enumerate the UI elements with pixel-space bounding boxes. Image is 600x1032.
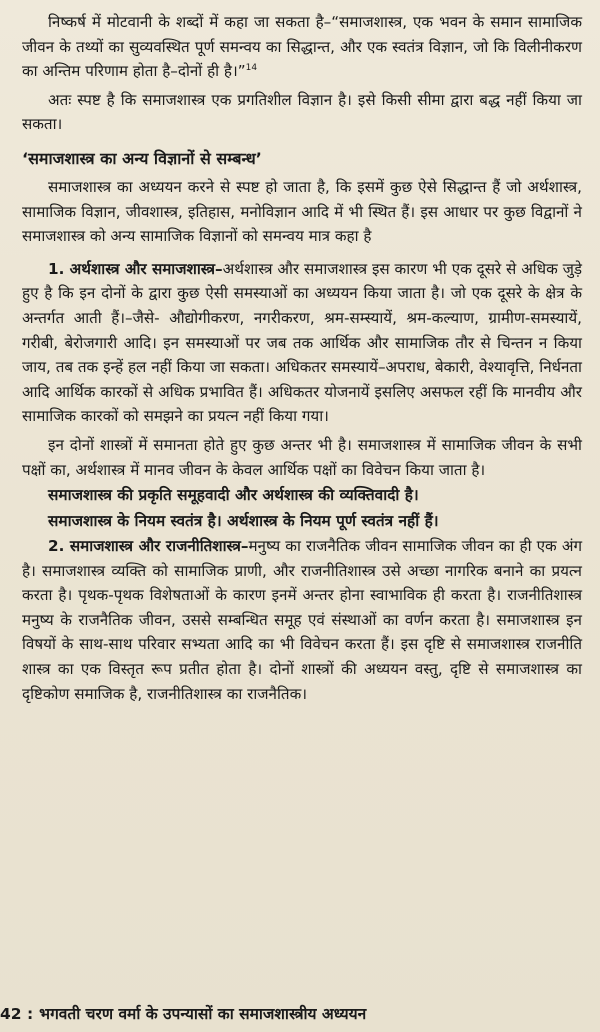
paragraph-relation-intro: समाजशास्त्र का अध्ययन करने से स्पष्ट हो जाता है, कि इसमें कुछ ऐसे सिद्धान्त हैं जो अर्थशास्त्र, सामाजिक विज्ञान, जीवशास्त्र, इतिहास, मनोविज्ञान आदि में भी स्थित हैं। इस आधार पर कुछ विद्वानों ने समाजशास्त्र को अन्य सामाजिक विज्ञानों को समन्वय मात्र कहा है <box>22 177 582 246</box>
paragraph-text: निष्कर्ष में मोटवानी के शब्दों में कहा जा सकता है–“समाजशास्त्र, एक भवन के समान सामाजिक जीवन के तथ्यों का सुव्यवस्थित पूर्ण समन्वय का सिद्धान्त, और एक स्वतंत्र विज्ञान, जो कि विलीनीकरण का अन्तिम परिणाम होता है–दोनों ही है।” <box>22 13 582 81</box>
bold-statement-nature: समाजशास्त्र की प्रकृति समूहवादी और अर्थशास्त्र की व्यक्तिवादी है। <box>48 486 419 505</box>
bold-statement-laws: समाजशास्त्र के नियम स्वतंत्र है। अर्थशास्त्र के नियम पूर्ण स्वतंत्र नहीं हैं। <box>48 512 439 531</box>
page-number: 42 : <box>0 1005 34 1023</box>
paragraph-progressive-science: अतः स्पष्ट है कि समाजशास्त्र एक प्रगतिशील विज्ञान है। इसे किसी सीमा द्वारा बद्ध नहीं किया जा सकता। <box>22 90 582 134</box>
paragraph-sociology-political-science <box>22 534 582 706</box>
page-footer <box>0 996 600 1032</box>
footnote-marker: 14 <box>245 63 258 74</box>
running-title: भगवती चरण वर्मा के उपन्यासों का समाजशास्त्रीय अध्ययन <box>39 1005 367 1023</box>
subsection-title-economics: 1. अर्थशास्त्र और समाजशास्त्र– <box>48 259 223 278</box>
paragraph-text: अर्थशास्त्र और समाजशास्त्र इस कारण भी एक दूसरे से अधिक जुड़े हुए है कि इन दोनों के द्वारा कुछ ऐसी समस्याओं का अध्ययन किया जाता है। जो एक दूसरे के क्षेत्र के अन्तर्गत आती हैं।–जैसे- औद्योगीकरण, नगरीकरण, श्रम-सम्स्यायें, श्रम-कल्याण, ग्रामीण-समस्यायें, गरीबी, बेरोजगारी आदि। इन समस्याओं पर जब तक आर्थिक और सामाजिक तौर से चिन्तन न किया जाय, तब तक इन्हें हल नहीं किया जा सकता। अधिकतर समस्यायें–अपराध, बेकारी, वेश्यावृत्ति, निर्धनता आदि आर्थिक कारकों से अधिक प्रभावित हैं। अधिकतर योजनायें इसलिए असफल रहीं कि मानवीय और सामाजिक कारकों को समझने का प्रयत्न नहीं किया गया। <box>22 259 582 426</box>
paragraph-text: मनुष्य का राजनैतिक जीवन सामाजिक जीवन का ही एक अंग है। समाजशास्त्र व्यक्ति को सामाजिक प्राणी, और राजनीतिशास्त्र उसे अच्छा नागरिक बनाने का प्रयत्न करता है। पृथक-पृथक विशेषताओं के कारण इनमें अन्तर होना स्वाभाविक ही करता है। राजनीतिशास्त्र मनुष्य के राजनैतिक जीवन, उससे सम्बन्धित समूह एवं संस्थाओं का वर्णन करता है। समाजशास्त्र इन विषयों के साथ-साथ परिवार सभ्यता आदि का भी विवेचन करता हैं। इस दृष्टि से समाजशास्त्र राजनीति शास्त्र का एक विस्तृत रूप प्रतीत होता है। दोनों शास्त्रों की अध्ययन वस्तु, दृष्टि से समाजशास्त्र का दृष्टिकोण समाजिक है, राजनीतिशास्त्र का राजनैतिक। <box>22 537 582 703</box>
subsection-title-political-science: 2. समाजशास्त्र और राजनीतिशास्त्र– <box>48 537 249 556</box>
paragraph-economics-sociology <box>22 257 582 429</box>
paragraph-differences: इन दोनों शास्त्रों में समानता होते हुए कुछ अन्तर भी है। समाजशास्त्र में सामाजिक जीवन के सभी पक्षों का, अर्थशास्त्र में मानव जीवन के केवल आर्थिक पक्षों का विवेचन किया जाता है। <box>22 435 582 479</box>
paragraph-conclusion-quote <box>22 10 582 84</box>
section-heading: ‘समाजशास्त्र का अन्य विज्ञानों से सम्बन्ध’ <box>22 148 262 168</box>
